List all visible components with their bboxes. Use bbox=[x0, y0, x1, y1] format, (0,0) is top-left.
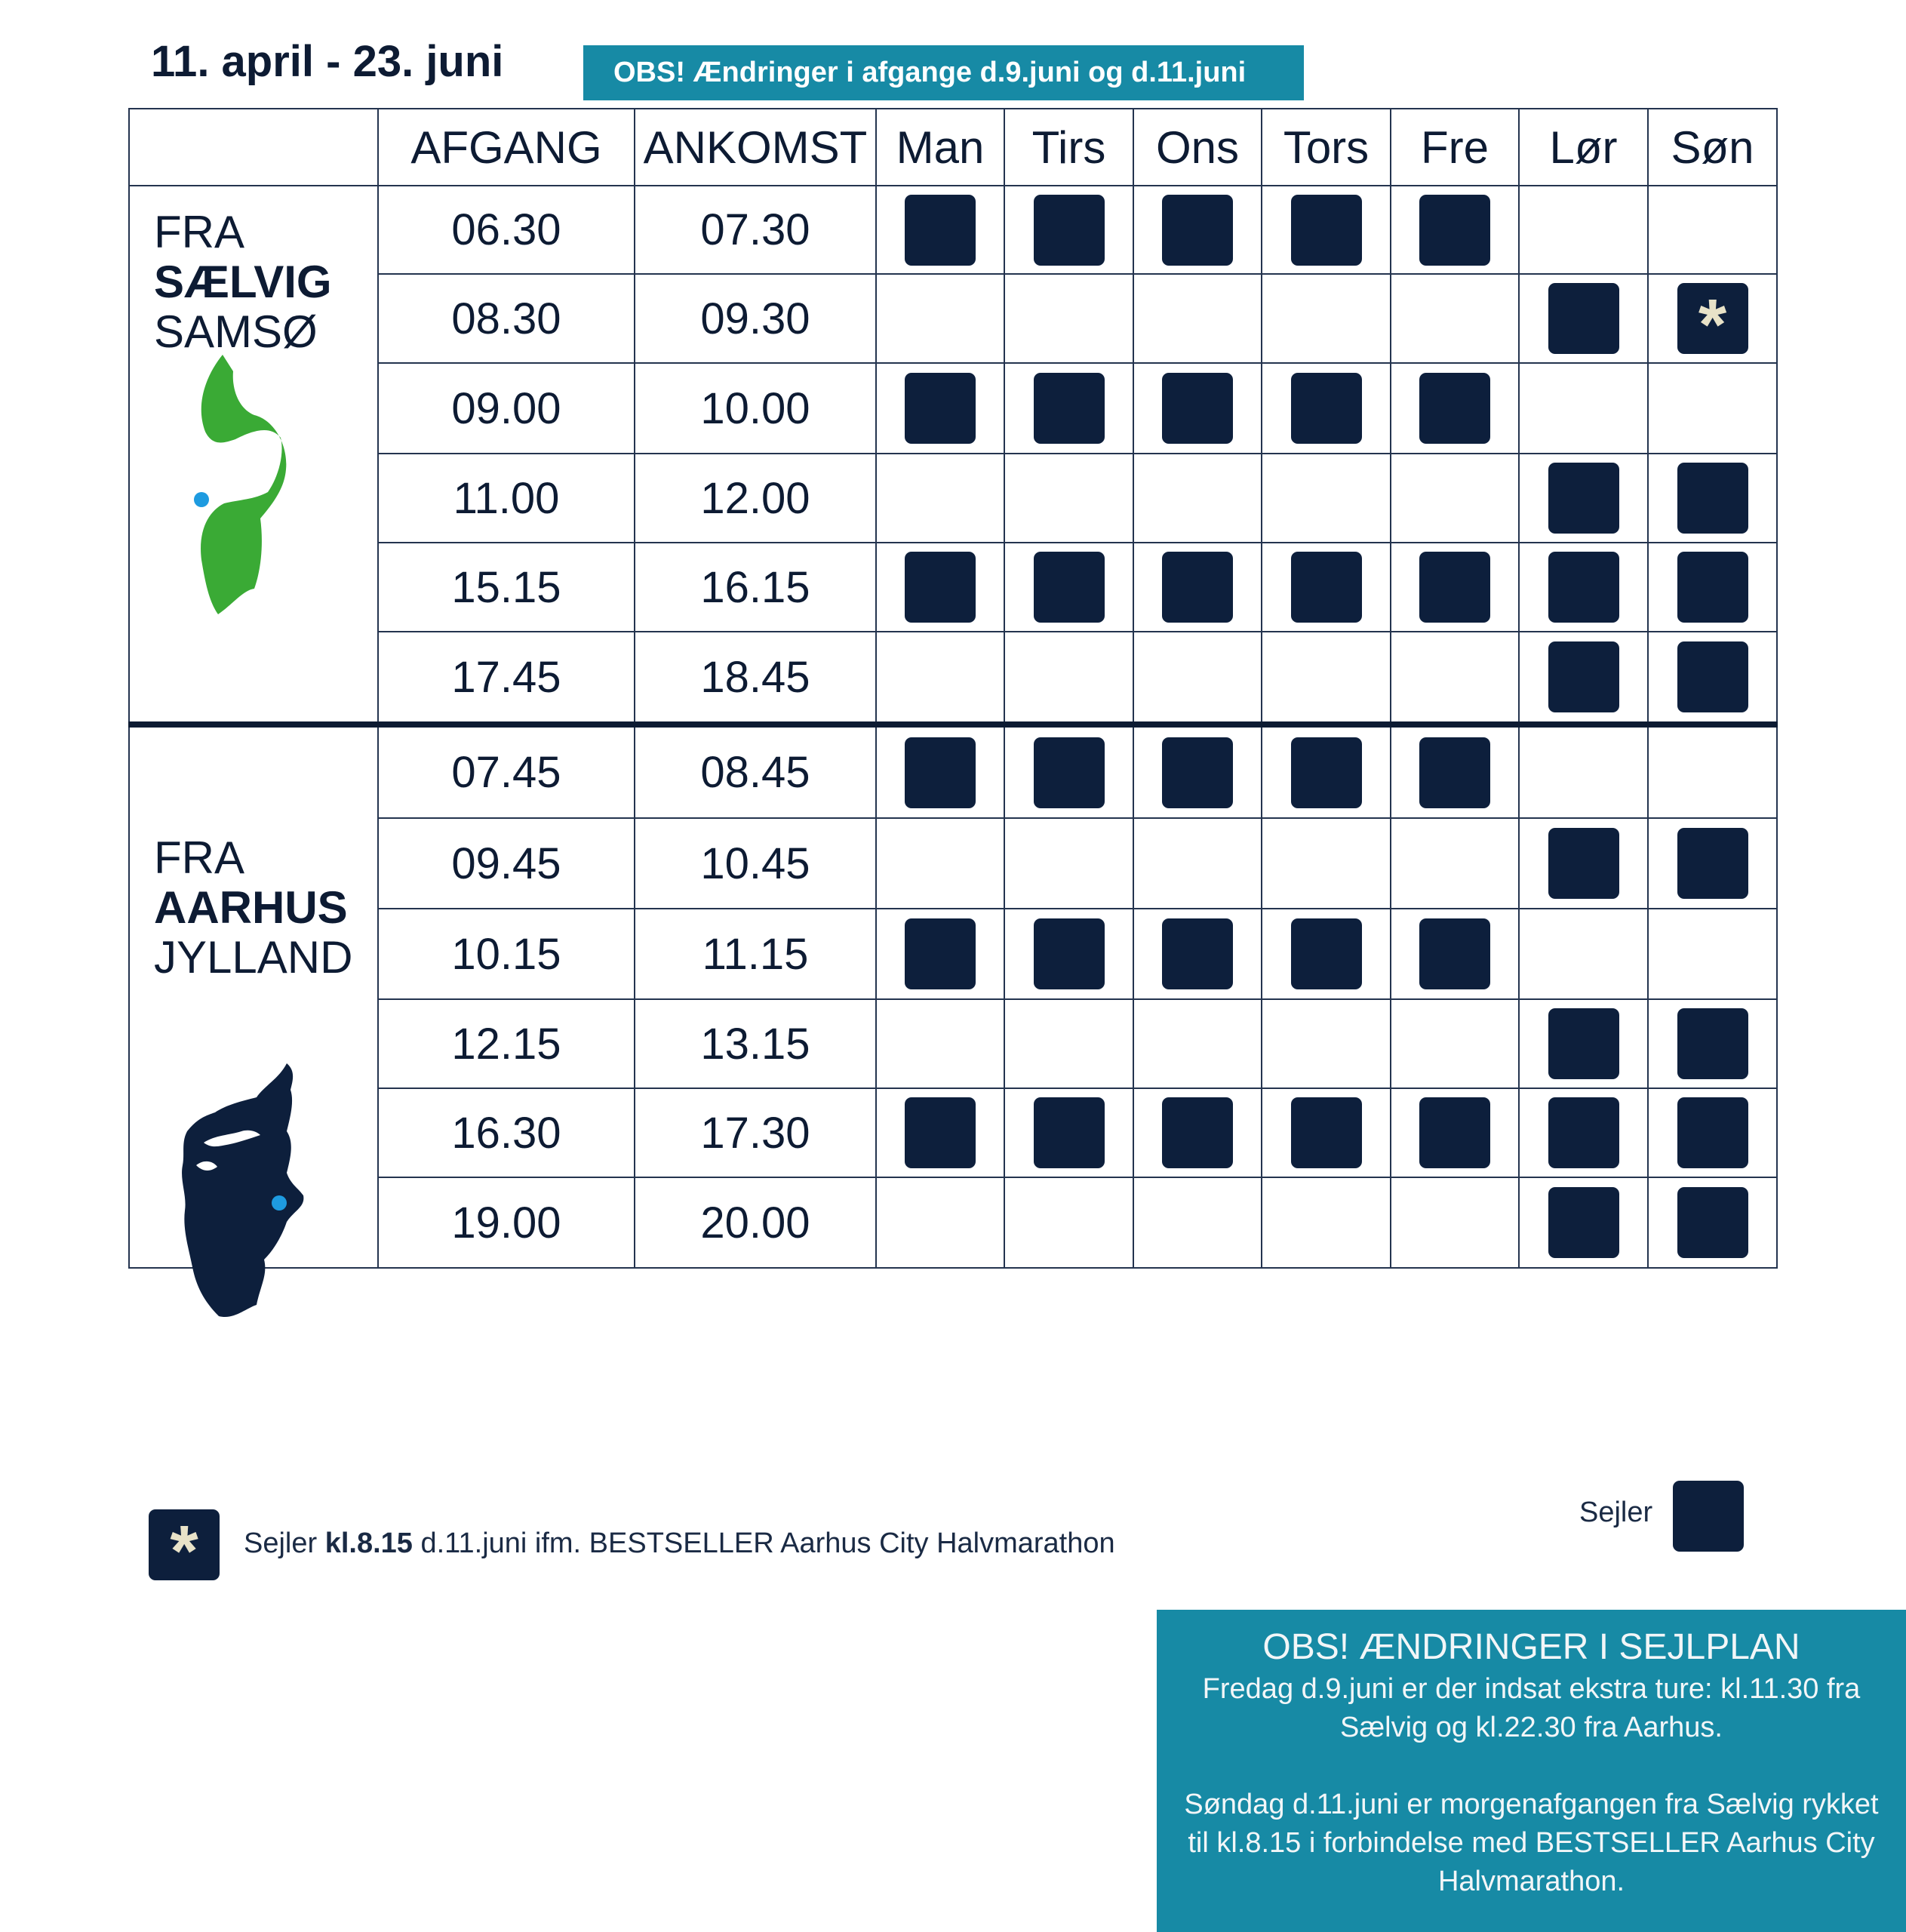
sailing-marker bbox=[1291, 737, 1362, 808]
header-day-thu: Tors bbox=[1262, 109, 1391, 186]
day-cell-sun bbox=[1648, 543, 1777, 632]
day-cell-sat bbox=[1519, 454, 1648, 543]
departure-time: 15.15 bbox=[378, 543, 635, 632]
day-cell-wed bbox=[1133, 274, 1262, 363]
route-from-prefix: FRA bbox=[154, 832, 244, 883]
sailing-marker bbox=[1162, 1097, 1233, 1168]
day-cell-mon bbox=[876, 363, 1004, 454]
sailing-marker bbox=[1034, 195, 1105, 266]
header-day-mon: Man bbox=[876, 109, 1004, 186]
day-cell-sun bbox=[1648, 274, 1777, 363]
arrival-time: 08.45 bbox=[635, 724, 876, 818]
day-cell-sun bbox=[1648, 632, 1777, 724]
header-day-sat: Lør bbox=[1519, 109, 1648, 186]
day-cell-wed bbox=[1133, 1177, 1262, 1268]
departure-time: 08.30 bbox=[378, 274, 635, 363]
notice-title: OBS! ÆNDRINGER I SEJLPLAN bbox=[1262, 1627, 1800, 1667]
departure-time: 12.15 bbox=[378, 999, 635, 1088]
day-cell-thu bbox=[1262, 543, 1391, 632]
schedule-period-title: 11. april - 23. juni bbox=[151, 37, 504, 86]
arrival-time: 20.00 bbox=[635, 1177, 876, 1268]
route-origin-label bbox=[154, 833, 352, 983]
sailing-marker bbox=[1677, 1008, 1748, 1079]
route-from-prefix: FRA bbox=[154, 207, 244, 257]
day-cell-thu bbox=[1262, 632, 1391, 724]
day-cell-thu bbox=[1262, 909, 1391, 999]
header-empty-cell bbox=[129, 109, 378, 186]
header-arrival: ANKOMST bbox=[635, 109, 876, 186]
day-cell-tue bbox=[1004, 818, 1133, 909]
route-origin-label bbox=[154, 208, 332, 357]
day-cell-mon bbox=[876, 724, 1004, 818]
day-cell-mon bbox=[876, 632, 1004, 724]
asterisk-icon: * bbox=[1698, 285, 1727, 365]
day-cell-fri bbox=[1391, 724, 1519, 818]
sailing-marker bbox=[1548, 1187, 1619, 1258]
arrival-time: 10.00 bbox=[635, 363, 876, 454]
day-cell-mon bbox=[876, 909, 1004, 999]
sailing-marker bbox=[1677, 641, 1748, 712]
day-cell-wed bbox=[1133, 818, 1262, 909]
day-cell-wed bbox=[1133, 632, 1262, 724]
sailing-marker bbox=[1419, 918, 1490, 989]
sailing-marker bbox=[1548, 552, 1619, 623]
sail-legend-label: Sejler bbox=[1579, 1497, 1653, 1528]
sailing-marker bbox=[1162, 373, 1233, 444]
day-cell-sat bbox=[1519, 274, 1648, 363]
sailing-marker bbox=[905, 373, 976, 444]
day-cell-tue bbox=[1004, 632, 1133, 724]
day-cell-wed bbox=[1133, 724, 1262, 818]
jutland-map-icon bbox=[174, 1060, 324, 1324]
sail-legend-icon bbox=[1673, 1481, 1744, 1552]
sailing-marker bbox=[1162, 918, 1233, 989]
departure-row bbox=[129, 724, 1777, 818]
sailing-marker bbox=[1548, 1097, 1619, 1168]
arrival-time: 13.15 bbox=[635, 999, 876, 1088]
timetable bbox=[128, 108, 1778, 1269]
day-cell-thu bbox=[1262, 454, 1391, 543]
day-cell-tue bbox=[1004, 999, 1133, 1088]
sailing-marker bbox=[1034, 373, 1105, 444]
day-cell-sat bbox=[1519, 724, 1648, 818]
day-cell-fri bbox=[1391, 1177, 1519, 1268]
samso-island-map-icon bbox=[179, 349, 307, 620]
sailing-marker bbox=[905, 552, 976, 623]
day-cell-sat bbox=[1519, 632, 1648, 724]
sailing-marker bbox=[905, 918, 976, 989]
day-cell-fri bbox=[1391, 543, 1519, 632]
sailing-marker bbox=[1419, 1097, 1490, 1168]
day-cell-fri bbox=[1391, 363, 1519, 454]
sailing-marker bbox=[1291, 918, 1362, 989]
day-cell-thu bbox=[1262, 999, 1391, 1088]
sailing-marker bbox=[1162, 195, 1233, 266]
legend-prefix: Sejler bbox=[244, 1527, 325, 1559]
departure-row bbox=[129, 186, 1777, 274]
route-from-region: SAMSØ bbox=[154, 306, 318, 357]
sailing-marker bbox=[1548, 641, 1619, 712]
day-cell-thu bbox=[1262, 186, 1391, 274]
day-cell-mon bbox=[876, 543, 1004, 632]
day-cell-mon bbox=[876, 999, 1004, 1088]
sailing-marker bbox=[1677, 1097, 1748, 1168]
arrival-time: 12.00 bbox=[635, 454, 876, 543]
day-cell-wed bbox=[1133, 543, 1262, 632]
day-cell-wed bbox=[1133, 363, 1262, 454]
sailing-marker bbox=[1291, 552, 1362, 623]
sailing-marker bbox=[1034, 918, 1105, 989]
day-cell-mon bbox=[876, 1088, 1004, 1177]
special-departure-legend-text bbox=[244, 1527, 1115, 1560]
aarhus-location-dot bbox=[272, 1195, 287, 1211]
sailing-marker bbox=[1291, 195, 1362, 266]
route-label-cell bbox=[129, 724, 378, 1268]
day-cell-tue bbox=[1004, 724, 1133, 818]
sailing-marker bbox=[1677, 463, 1748, 534]
day-cell-sun bbox=[1648, 909, 1777, 999]
sailing-marker bbox=[1548, 283, 1619, 354]
header-day-sun: Søn bbox=[1648, 109, 1777, 186]
day-cell-wed bbox=[1133, 909, 1262, 999]
day-cell-tue bbox=[1004, 909, 1133, 999]
legend-suffix: d.11.juni ifm. BESTSELLER Aarhus City Halvmarathon bbox=[412, 1527, 1115, 1559]
day-cell-fri bbox=[1391, 1088, 1519, 1177]
day-cell-thu bbox=[1262, 818, 1391, 909]
sailing-marker bbox=[1291, 1097, 1362, 1168]
sailing-marker bbox=[905, 737, 976, 808]
asterisk-icon: * bbox=[170, 1511, 198, 1592]
day-cell-tue bbox=[1004, 454, 1133, 543]
route-from-region: JYLLAND bbox=[154, 932, 353, 983]
day-cell-sun bbox=[1648, 1088, 1777, 1177]
sailing-marker bbox=[1291, 373, 1362, 444]
sailing-marker bbox=[905, 195, 976, 266]
day-cell-sun bbox=[1648, 363, 1777, 454]
sailing-marker bbox=[1548, 463, 1619, 534]
day-cell-sat bbox=[1519, 818, 1648, 909]
notice-paragraph-sunday: Søndag d.11.juni er morgenafgangen fra Sælvig rykket til kl.8.15 i forbindelse med BESTSELLER Aarhus City Halvmarathon. bbox=[1184, 1789, 1879, 1897]
departure-time: 17.45 bbox=[378, 632, 635, 724]
sailing-marker bbox=[1677, 1187, 1748, 1258]
sailing-marker bbox=[905, 1097, 976, 1168]
day-cell-tue bbox=[1004, 1177, 1133, 1268]
route-label-cell bbox=[129, 186, 378, 724]
arrival-time: 18.45 bbox=[635, 632, 876, 724]
departure-time: 07.45 bbox=[378, 724, 635, 818]
header-day-tue: Tirs bbox=[1004, 109, 1133, 186]
special-sailing-marker bbox=[1677, 283, 1748, 365]
day-cell-mon bbox=[876, 274, 1004, 363]
departure-time: 09.45 bbox=[378, 818, 635, 909]
arrival-time: 16.15 bbox=[635, 543, 876, 632]
day-cell-wed bbox=[1133, 454, 1262, 543]
day-cell-thu bbox=[1262, 1177, 1391, 1268]
day-cell-thu bbox=[1262, 363, 1391, 454]
day-cell-sat bbox=[1519, 909, 1648, 999]
day-cell-thu bbox=[1262, 724, 1391, 818]
day-cell-sat bbox=[1519, 543, 1648, 632]
day-cell-sun bbox=[1648, 186, 1777, 274]
day-cell-tue bbox=[1004, 1088, 1133, 1177]
day-cell-tue bbox=[1004, 363, 1133, 454]
day-cell-thu bbox=[1262, 274, 1391, 363]
arrival-time: 09.30 bbox=[635, 274, 876, 363]
sailing-marker bbox=[1034, 737, 1105, 808]
arrival-time: 17.30 bbox=[635, 1088, 876, 1177]
day-cell-sat bbox=[1519, 999, 1648, 1088]
day-cell-mon bbox=[876, 1177, 1004, 1268]
day-cell-sat bbox=[1519, 186, 1648, 274]
route-from-place: AARHUS bbox=[154, 882, 348, 933]
day-cell-sun bbox=[1648, 724, 1777, 818]
sailing-marker bbox=[1419, 552, 1490, 623]
day-cell-tue bbox=[1004, 186, 1133, 274]
route-from-place: SÆLVIG bbox=[154, 257, 332, 307]
day-cell-fri bbox=[1391, 818, 1519, 909]
day-cell-fri bbox=[1391, 186, 1519, 274]
saelvig-location-dot bbox=[194, 492, 209, 507]
sailing-marker bbox=[1677, 828, 1748, 899]
day-cell-sat bbox=[1519, 363, 1648, 454]
day-cell-fri bbox=[1391, 274, 1519, 363]
day-cell-sun bbox=[1648, 818, 1777, 909]
day-cell-sun bbox=[1648, 454, 1777, 543]
day-cell-tue bbox=[1004, 274, 1133, 363]
day-cell-mon bbox=[876, 454, 1004, 543]
arrival-time: 07.30 bbox=[635, 186, 876, 274]
day-cell-fri bbox=[1391, 999, 1519, 1088]
changes-banner: OBS! Ændringer i afgange d.9.juni og d.11.juni bbox=[583, 45, 1304, 100]
day-cell-sat bbox=[1519, 1177, 1648, 1268]
sailing-marker bbox=[1548, 828, 1619, 899]
legend-time: kl.8.15 bbox=[324, 1527, 413, 1559]
special-departure-legend-icon bbox=[149, 1509, 220, 1592]
header-day-wed: Ons bbox=[1133, 109, 1262, 186]
day-cell-fri bbox=[1391, 909, 1519, 999]
day-cell-sun bbox=[1648, 999, 1777, 1088]
departure-time: 09.00 bbox=[378, 363, 635, 454]
sailing-marker bbox=[1419, 195, 1490, 266]
day-cell-wed bbox=[1133, 186, 1262, 274]
day-cell-mon bbox=[876, 818, 1004, 909]
sailing-marker bbox=[1419, 737, 1490, 808]
arrival-time: 11.15 bbox=[635, 909, 876, 999]
departure-time: 06.30 bbox=[378, 186, 635, 274]
notice-paragraph-friday: Fredag d.9.juni er der indsat ekstra ture: kl.11.30 fra Sælvig og kl.22.30 fra Aarhus. bbox=[1202, 1673, 1861, 1743]
sailing-marker bbox=[1162, 552, 1233, 623]
departure-time: 19.00 bbox=[378, 1177, 635, 1268]
header-departure: AFGANG bbox=[378, 109, 635, 186]
day-cell-wed bbox=[1133, 1088, 1262, 1177]
day-cell-sun bbox=[1648, 1177, 1777, 1268]
sailing-marker bbox=[1419, 373, 1490, 444]
day-cell-wed bbox=[1133, 999, 1262, 1088]
sailing-marker bbox=[1034, 552, 1105, 623]
departure-time: 16.30 bbox=[378, 1088, 635, 1177]
arrival-time: 10.45 bbox=[635, 818, 876, 909]
schedule-changes-notice bbox=[1157, 1610, 1906, 1932]
day-cell-fri bbox=[1391, 454, 1519, 543]
sailing-marker bbox=[1548, 1008, 1619, 1079]
day-cell-sat bbox=[1519, 1088, 1648, 1177]
day-cell-thu bbox=[1262, 1088, 1391, 1177]
departure-time: 11.00 bbox=[378, 454, 635, 543]
sailing-marker bbox=[1677, 552, 1748, 623]
day-cell-fri bbox=[1391, 632, 1519, 724]
header-day-fri: Fre bbox=[1391, 109, 1519, 186]
sailing-marker bbox=[1162, 737, 1233, 808]
departure-time: 10.15 bbox=[378, 909, 635, 999]
sailing-marker bbox=[1034, 1097, 1105, 1168]
day-cell-mon bbox=[876, 186, 1004, 274]
day-cell-tue bbox=[1004, 543, 1133, 632]
